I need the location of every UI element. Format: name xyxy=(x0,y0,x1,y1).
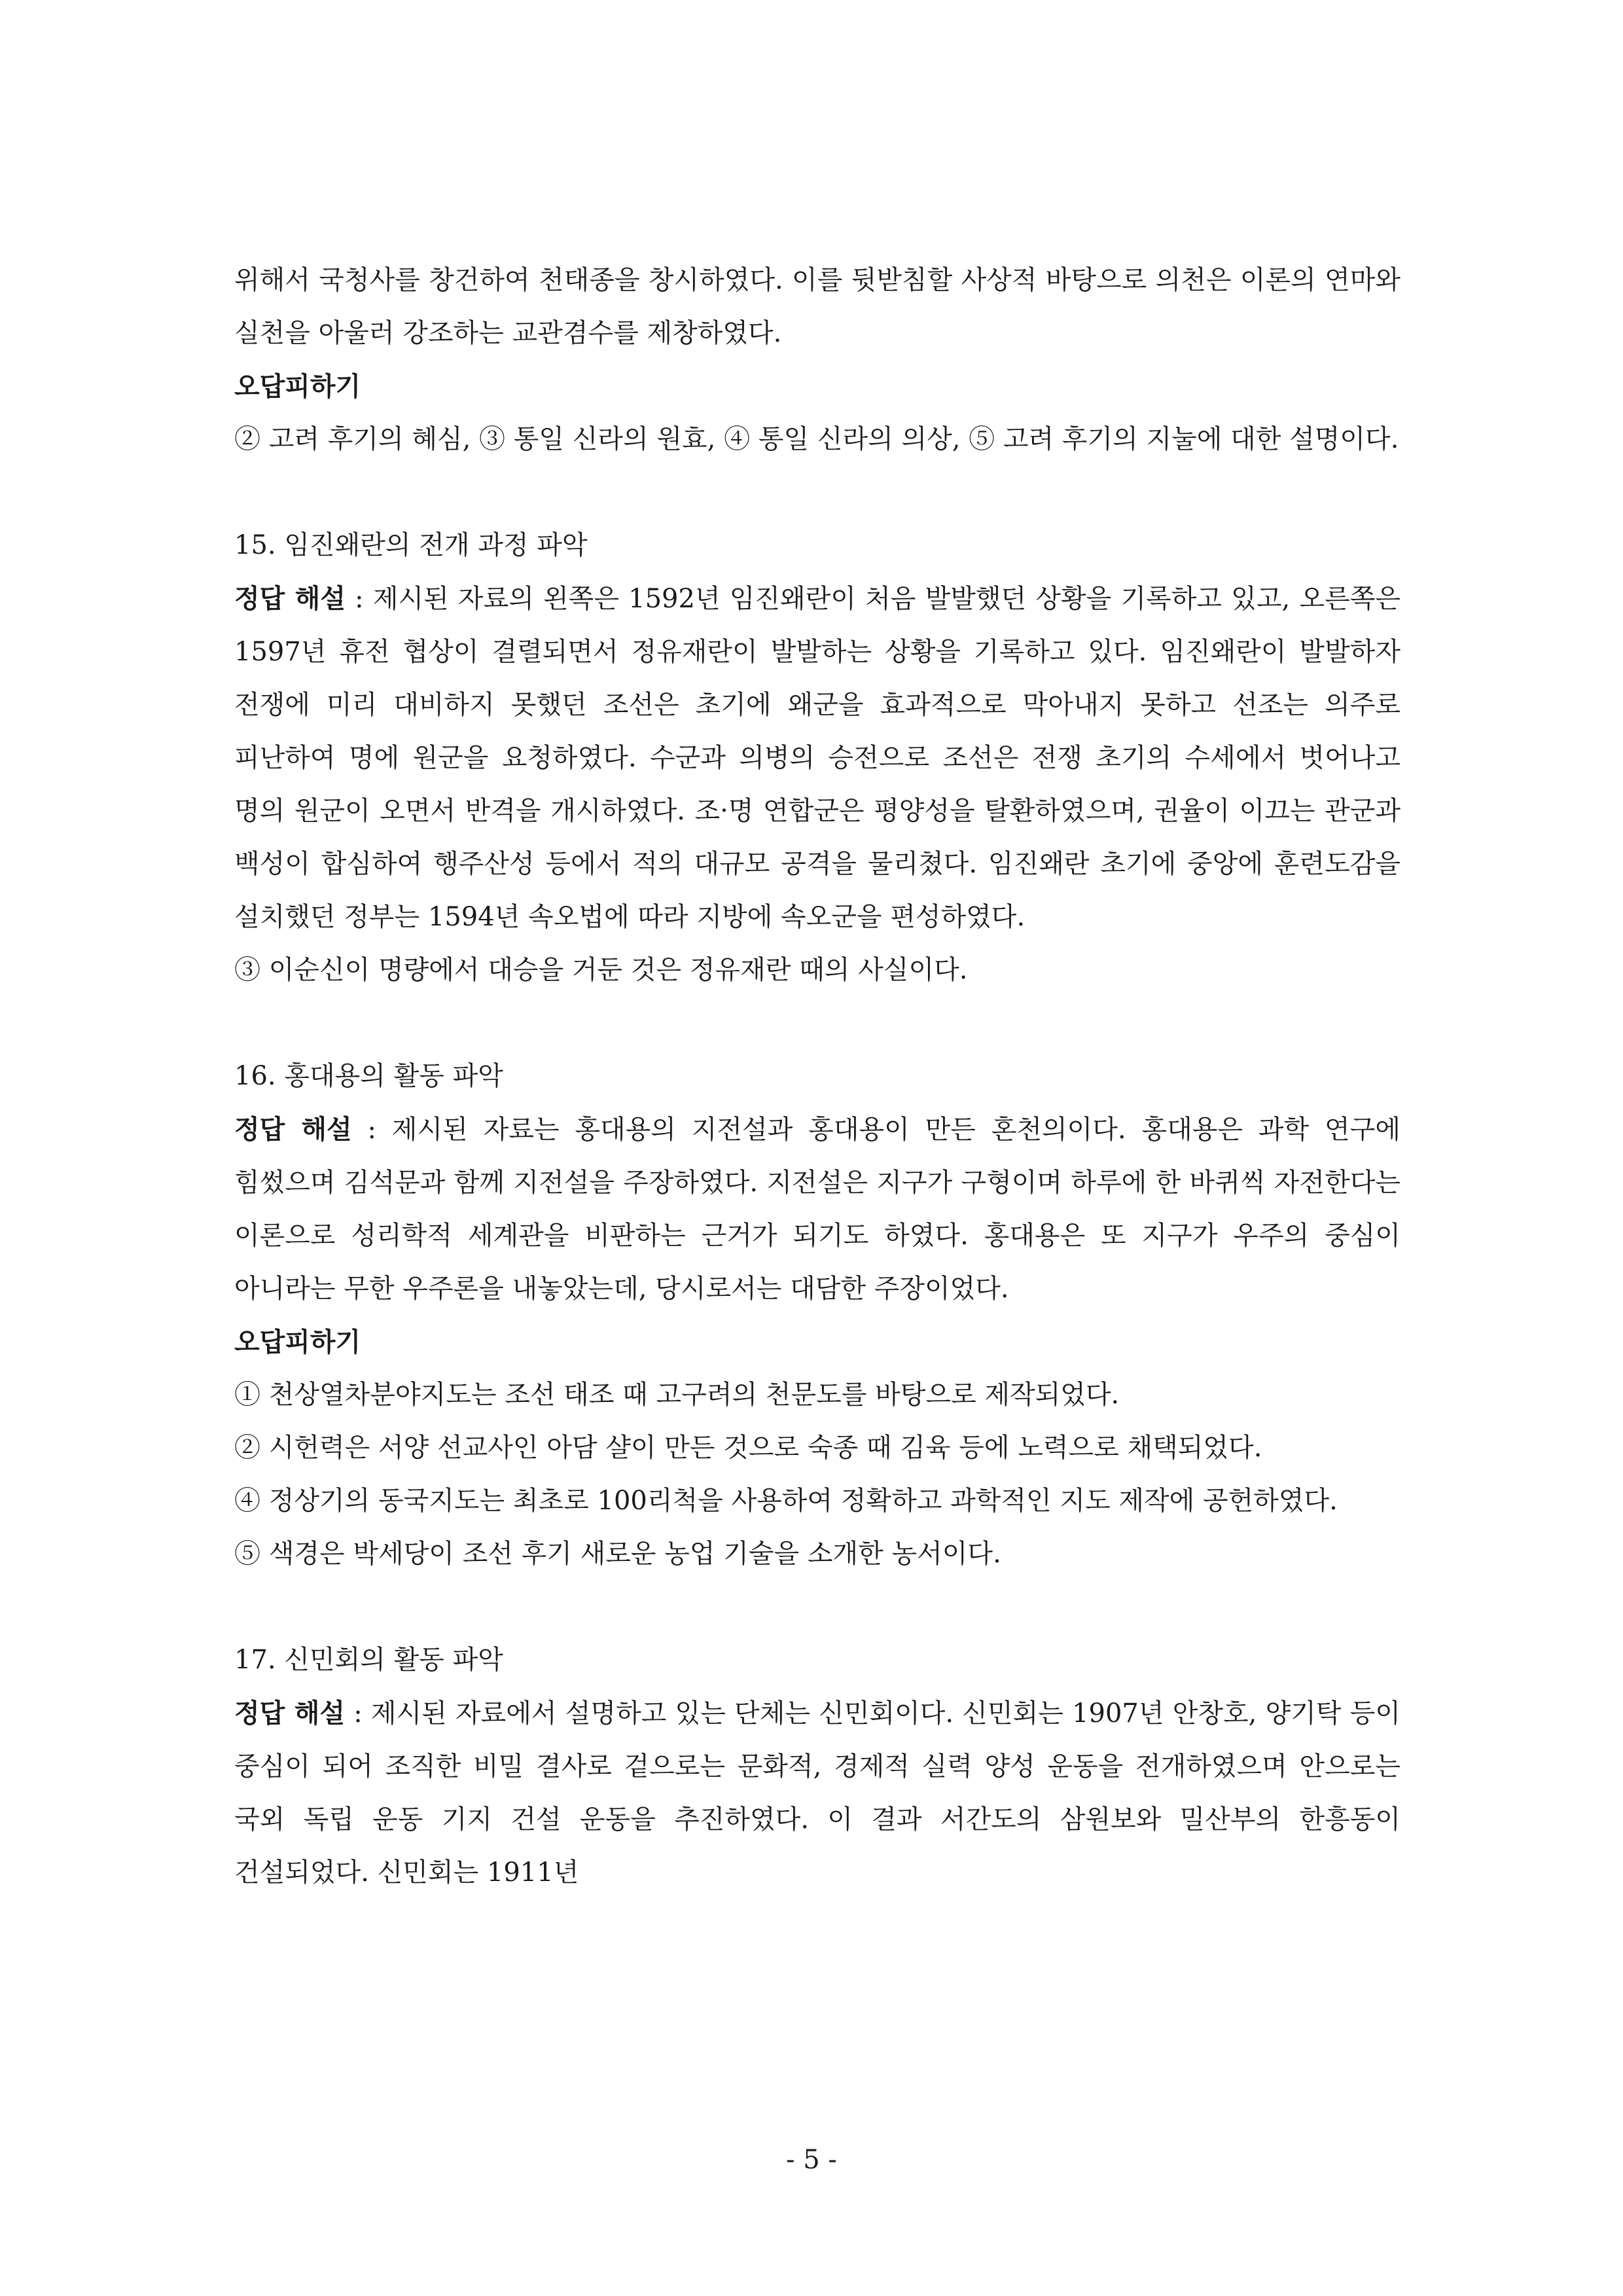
q17-answer-label: 정답 해설 xyxy=(234,1698,345,1729)
q16-heading: 16. 홍대용의 활동 파악 xyxy=(234,1061,503,1091)
q16-answer-text: : 제시된 자료는 홍대용의 지전설과 홍대용이 만든 혼천의이다. 홍대용은 과학 연구에 힘썼으며 김석문과 함께 지전설을 주장하였다. 지전설은 지구가 구형이며 하루에 한 바퀴씩 자전한다는 이론으로 성리학적 세계관을 비판하는 근거가 되기도 하였다. 홍대용은 또 지구가 우주의 중심이 아니라는 무한 우주론을 내놓았는데, 당시로서는 대담한 주장이었다. xyxy=(234,1115,1400,1304)
section-gap xyxy=(234,1581,1400,1634)
q16-answer-label: 정답 해설 xyxy=(234,1114,352,1145)
q16-wrong-item: ② 시헌력은 서양 선교사인 아담 샬이 만든 것으로 숙종 때 김육 등에 노력으로 채택되었다. xyxy=(234,1433,1262,1463)
q15-heading: 15. 임진왜란의 전개 과정 파악 xyxy=(234,530,588,560)
section-gap xyxy=(234,997,1400,1050)
intro-wrong-answers-title: 오답피하기 xyxy=(234,371,361,402)
q17-answer-paragraph xyxy=(234,1687,1400,1899)
q16-wrong-item: ④ 정상기의 동국지도는 최초로 100리척을 사용하여 정확하고 과학적인 지도 제작에 공헌하였다. xyxy=(234,1486,1338,1516)
q15-answer-text: : 제시된 자료의 왼쪽은 1592년 임진왜란이 처음 발발했던 상황을 기록하고 있고, 오른쪽은 1597년 휴전 협상이 결렬되면서 정유재란이 발발하는 상황을 기록하고 있다. 임진왜란이 발발하자 전쟁에 미리 대비하지 못했던 조선은 초기에 왜군을 효과적으로 막아내지 못하고 선조는 의주로 피난하여 명에 원군을 요청하였다. 수군과 의병의 승전으로 조선은 전쟁 초기의 수세에서 벗어나고 명의 원군이 오면서 반격을 개시하였다. 조·명 연합군은 평양성을 탈환하였으며, 권율이 이끄는 관군과 백성이 합심하여 행주산성 등에서 적의 대규모 공격을 물리쳤다. 임진왜란 초기에 중앙에 훈련도감을 설치했던 정부는 1594년 속오법에 따라 지방에 속오군을 편성하였다. xyxy=(234,584,1400,932)
page-number: - 5 - xyxy=(786,2145,837,2175)
q15-answer-paragraph xyxy=(234,572,1400,944)
q16-wrong-item: ① 천상열차분야지도는 조선 태조 때 고구려의 천문도를 바탕으로 제작되었다. xyxy=(234,1380,1120,1410)
q16-wrong-answers-title: 오답피하기 xyxy=(234,1327,361,1357)
page-content xyxy=(234,254,1400,1899)
q17-heading: 17. 신민회의 활동 파악 xyxy=(234,1645,503,1675)
q16-answer-paragraph xyxy=(234,1103,1400,1316)
section-gap xyxy=(234,466,1400,519)
q17-answer-text: : 제시된 자료에서 설명하고 있는 단체는 신민회이다. 신민회는 1907년 안창호, 양기탁 등이 중심이 되어 조직한 비밀 결사로 겉으로는 문화적, 경제적 실력 양성 운동을 전개하였으며 안으로는 국외 독립 운동 기지 건설 운동을 추진하였다. 이 결과 서간도의 삼원보와 밀산부의 한흥동이 건설되었다. 신민회는 1911년 xyxy=(234,1698,1400,1888)
q16-wrong-item: ⑤ 색경은 박세당이 조선 후기 새로운 농업 기술을 소개한 농서이다. xyxy=(234,1539,1001,1569)
q15-note: ③ 이순신이 명량에서 대승을 거둔 것은 정유재란 때의 사실이다. xyxy=(234,955,968,985)
intro-wrong-answers-text: ② 고려 후기의 혜심, ③ 통일 신라의 원효, ④ 통일 신라의 의상, ⑤ 고려 후기의 지눌에 대한 설명이다. xyxy=(234,424,1399,454)
q15-answer-label: 정답 해설 xyxy=(234,583,346,614)
intro-paragraph: 위해서 국청사를 창건하여 천태종을 창시하였다. 이를 뒷받침할 사상적 바탕으로 의천은 이론의 연마와 실천을 아울러 강조하는 교관겸수를 제창하였다. xyxy=(234,265,1400,348)
